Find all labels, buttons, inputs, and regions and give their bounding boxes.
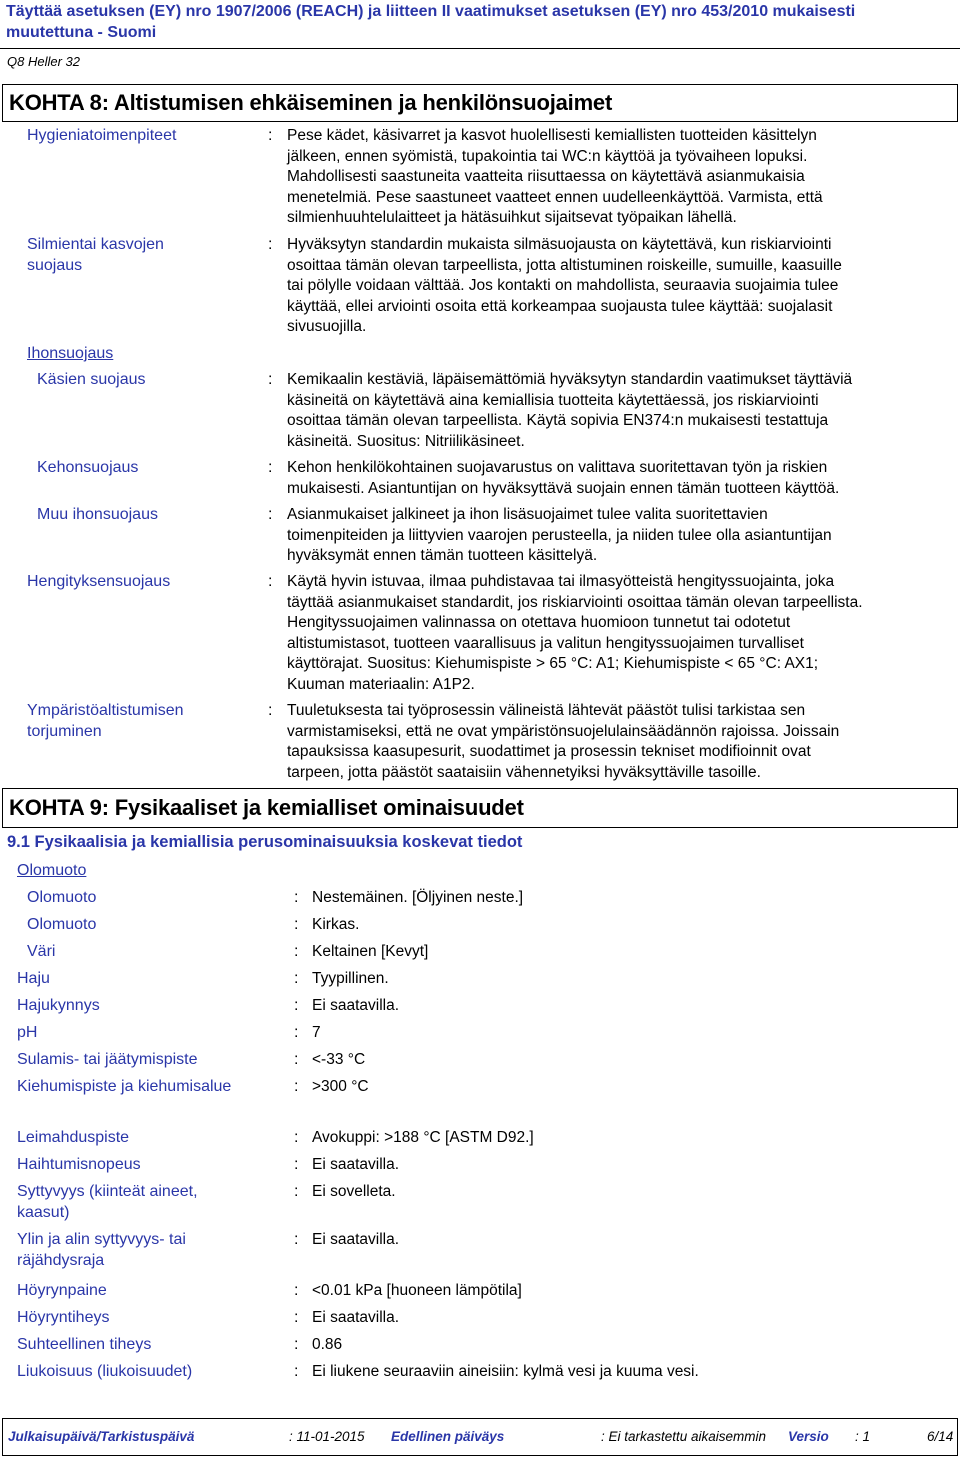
section-8-title-box bbox=[2, 84, 958, 122]
property-label: Olomuoto bbox=[27, 889, 97, 906]
respiratory-text-4: altistumistasot, tuotteen vaarallisuus ja valitun hengityssuojaimen turvalliset bbox=[287, 634, 804, 652]
respiratory-text-5: käyttörajat. Suositus: Kiehumispiste > 65 °C: A1; Kiehumispiste < 65 °C: AX1; bbox=[287, 655, 819, 672]
respiratory-text-1: Käytä hyvin istuvaa, ilmaa puhdistavaa tai ilmasyötteistä hengityssuojainta, joka bbox=[287, 573, 835, 590]
hygiene-text-2: jälkeen, ennen syömistä, tupakointia tai WC:n käyttöä ja työvaiheen lopuksi. bbox=[287, 147, 808, 165]
colon: : bbox=[294, 1282, 299, 1299]
hygiene-text-1: Pese kädet, käsivarret ja kasvot huolellisesti kemiallisten tuotteiden käsittelyn bbox=[287, 127, 817, 144]
property-label: Liukoisuus (liukoisuudet) bbox=[17, 1363, 193, 1380]
property-label: Sulamis- tai jäätymispiste bbox=[17, 1051, 198, 1068]
property-value: Nestemäinen. [Öljyinen neste.] bbox=[312, 889, 524, 906]
property-label-line-2: kaasut) bbox=[17, 1204, 70, 1221]
respiratory-text-2: täyttää asianmukaiset standardit, jos riskiarviointi osoittaa tämän olevan tarpeellista. bbox=[287, 593, 863, 611]
property-label: Haju bbox=[17, 970, 50, 987]
colon: : bbox=[268, 459, 273, 476]
section-9-title: KOHTA 9: Fysikaaliset ja kemialliset ominaisuudet bbox=[9, 795, 524, 820]
colon: : bbox=[294, 1231, 299, 1248]
regulation-line-2: muutettuna - Suomi bbox=[6, 24, 157, 41]
eye-label-1: Silmientai kasvojen bbox=[27, 236, 164, 253]
colon: : bbox=[268, 573, 273, 590]
property-label: pH bbox=[17, 1024, 38, 1041]
respiratory-label: Hengityksensuojaus bbox=[27, 573, 171, 590]
property-value: Avokuppi: >188 °C [ASTM D92.] bbox=[312, 1129, 534, 1146]
eye-text-3: tai pölylle voidaan välttää. Jos kontakti on mahdollista, seuraavia suojaimia tulee bbox=[287, 277, 839, 294]
hand-text-2: käsineitä on käytettävä aina kemiallisia tuotteita käytettäessä, jos riskiarviointi bbox=[287, 391, 819, 409]
colon: : bbox=[268, 127, 273, 144]
colon: : bbox=[294, 1309, 299, 1326]
colon: : bbox=[294, 1024, 299, 1041]
colon: : bbox=[294, 1363, 299, 1380]
property-value: Ei saatavilla. bbox=[312, 1309, 400, 1326]
property-label: Höyrynpaine bbox=[17, 1282, 107, 1299]
colon: : bbox=[294, 1336, 299, 1353]
section-9-title-box bbox=[2, 788, 958, 828]
page-footer bbox=[2, 1418, 958, 1456]
colon: : bbox=[268, 506, 273, 523]
page-number: 6/14 bbox=[927, 1429, 954, 1444]
environment-text-1: Tuuletuksesta tai työprosessin välineistä lähtevät päästöt tulisi tarkistaa sen bbox=[287, 702, 806, 719]
hygiene-text-3: Mahdollisesti saastuneita vaatteita riisuttaessa on käytettävä asianmukaisia bbox=[287, 168, 805, 185]
regulation-line-1: Täyttää asetuksen (EY) nro 1907/2006 (REACH) ja liitteen II vaatimukset asetuksen (EY) nro 453/2010 mukaisesti bbox=[6, 3, 856, 20]
property-label: Hajukynnys bbox=[17, 997, 100, 1014]
header-divider bbox=[0, 48, 960, 49]
property-value: Ei sovelleta. bbox=[312, 1183, 396, 1200]
skin-protection-heading: Ihonsuojaus bbox=[27, 345, 114, 362]
property-value: Kirkas. bbox=[312, 916, 360, 933]
issue-date-label: Julkaisupäivä/Tarkistuspäivä bbox=[8, 1429, 195, 1444]
respiratory-text-6: Kuuman materiaalin: A1P2. bbox=[287, 675, 475, 693]
environment-text-2: varmistamiseksi, että ne ovat ympäristönsuojelulainsäädännön rajoissa. Joissain bbox=[287, 722, 840, 740]
property-label: Höyryntiheys bbox=[17, 1309, 110, 1326]
colon: : bbox=[294, 970, 299, 987]
appearance-heading: Olomuoto bbox=[17, 862, 87, 879]
property-label: Väri bbox=[27, 943, 56, 960]
property-label: Olomuoto bbox=[27, 916, 97, 933]
issue-date-value: : 11-01-2015 bbox=[289, 1429, 365, 1444]
colon: : bbox=[294, 1156, 299, 1173]
property-label: Suhteellinen tiheys bbox=[17, 1336, 152, 1353]
body-text-1: Kehon henkilökohtainen suojavarustus on valittava suoritettavan työn ja riskien bbox=[287, 459, 828, 476]
colon: : bbox=[268, 371, 273, 388]
colon: : bbox=[294, 1129, 299, 1146]
colon: : bbox=[294, 889, 299, 906]
property-value: Keltainen [Kevyt] bbox=[312, 943, 429, 960]
colon: : bbox=[268, 236, 273, 253]
other-skin-label: Muu ihonsuojaus bbox=[37, 506, 158, 523]
colon: : bbox=[294, 1078, 299, 1095]
other-skin-text-2: toimenpiteiden ja liittyvien vaarojen perusteella, ja niiden tulee olla asiantuntijan bbox=[287, 526, 832, 544]
eye-label-2: suojaus bbox=[27, 257, 83, 274]
property-label-line-1: Syttyvyys (kiinteät aineet, bbox=[17, 1183, 198, 1200]
property-value: Tyypillinen. bbox=[312, 970, 389, 987]
property-label-line-1: Ylin ja alin syttyvyys- tai bbox=[17, 1231, 186, 1248]
eye-text-2: osoittaa tämän olevan tarpeellista, jotta altistuminen roiskeille, sumuille, kaasuille bbox=[287, 256, 842, 274]
colon: : bbox=[268, 702, 273, 719]
colon: : bbox=[294, 1051, 299, 1068]
previous-date-label: Edellinen päiväys bbox=[391, 1429, 505, 1444]
hygiene-text-4: menetelmiä. Pese saastuneet vaatteet ennen uudelleenkäyttöä. Varmista, että bbox=[287, 188, 823, 206]
eye-text-5: sivusuojilla. bbox=[287, 318, 367, 335]
environment-label-2: torjuminen bbox=[27, 723, 102, 740]
property-value: Ei saatavilla. bbox=[312, 1231, 400, 1248]
respiratory-text-3: Hengityssuojaimen valinnassa on otettava huomioon tunnetut tai odotetut bbox=[287, 614, 791, 631]
property-label-line-2: räjähdysraja bbox=[17, 1252, 105, 1269]
hand-text-3: osoittaa tämän olevan tarpeellista. Käytä sopivia EN374:n mukaisesti testattuja bbox=[287, 412, 829, 429]
body-label: Kehonsuojaus bbox=[37, 459, 139, 476]
environment-text-4: tarpeen, jotta päästöt saataisiin vähennetyiksi hyväksyttäville tasoille. bbox=[287, 763, 761, 781]
hygiene-label: Hygieniatoimenpiteet bbox=[27, 127, 177, 144]
other-skin-text-1: Asianmukaiset jalkineet ja ihon lisäsuojaimet tulee valita suoritettavien bbox=[287, 506, 768, 523]
property-label: Kiehumispiste ja kiehumisalue bbox=[17, 1078, 232, 1095]
property-value: 0.86 bbox=[312, 1336, 343, 1353]
property-value: Ei saatavilla. bbox=[312, 997, 400, 1014]
hand-text-1: Kemikaalin kestäviä, läpäisemättömiä hyväksytyn standardin vaatimukset täyttäviä bbox=[287, 371, 853, 388]
eye-text-4: käyttää, ellei arviointi osoita että korkeampaa suojausta tulee käyttää: suojalasit bbox=[287, 297, 833, 315]
hand-label: Käsien suojaus bbox=[37, 371, 146, 388]
property-value: >300 °C bbox=[312, 1078, 369, 1095]
colon: : bbox=[294, 916, 299, 933]
colon: : bbox=[294, 997, 299, 1014]
colon: : bbox=[294, 943, 299, 960]
product-name: Q8 Heller 32 bbox=[7, 54, 80, 69]
version-value: : 1 bbox=[855, 1429, 871, 1444]
property-value: <0.01 kPa [huoneen lämpötila] bbox=[312, 1282, 522, 1299]
colon: : bbox=[294, 1183, 299, 1200]
version-label: Versio bbox=[788, 1429, 829, 1444]
property-label: Leimahduspiste bbox=[17, 1129, 130, 1146]
section-8-title: KOHTA 8: Altistumisen ehkäiseminen ja henkilönsuojaimet bbox=[9, 90, 613, 115]
other-skin-text-3: hyväksymät ennen tämän tuotteen käsittelyä. bbox=[287, 547, 598, 564]
body-text-2: mukaisesti. Asiantuntijan on hyväksyttävä suojain ennen tämän tuotteen käyttöä. bbox=[287, 479, 840, 497]
environment-label-1: Ympäristöaltistumisen bbox=[27, 702, 184, 719]
property-value: <-33 °C bbox=[312, 1051, 366, 1068]
property-label: Haihtumisnopeus bbox=[17, 1156, 141, 1173]
property-value: Ei saatavilla. bbox=[312, 1156, 400, 1173]
eye-text-1: Hyväksytyn standardin mukaista silmäsuojausta on käytettävä, kun riskiarviointi bbox=[287, 236, 832, 253]
document-header bbox=[0, 0, 960, 46]
environment-text-3: tapauksissa kaasupesurit, suodattimet ja prosessin tekniset modifioinnit ovat bbox=[287, 743, 811, 760]
property-value: Ei liukene seuraaviin aineisiin: kylmä vesi ja kuuma vesi. bbox=[312, 1363, 699, 1380]
hand-text-4: käsineitä. Suositus: Nitriilikäsineet. bbox=[287, 432, 525, 450]
section-9-subtitle: 9.1 Fysikaalisia ja kemiallisia perusominaisuuksia koskevat tiedot bbox=[7, 833, 523, 851]
previous-date-value: : Ei tarkastettu aikaisemmin bbox=[601, 1429, 767, 1444]
hygiene-text-5: silmienhuuhtelulaitteet ja hätäsuihkut sijaitsevat työpaikan lähellä. bbox=[287, 209, 737, 226]
property-value: 7 bbox=[312, 1024, 321, 1041]
